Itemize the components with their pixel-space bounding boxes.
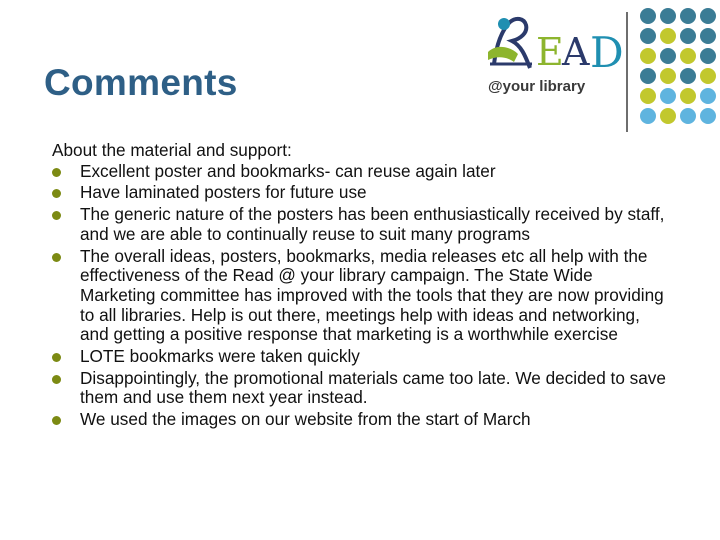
read-wordmark-graphic: [466, 8, 626, 80]
decorative-dot: [680, 8, 696, 24]
header-divider: [626, 12, 628, 132]
svg-text:A: A: [562, 30, 590, 74]
list-item: [52, 162, 672, 182]
decorative-dot: [680, 48, 696, 64]
list-item-text: The generic nature of the posters has been enthusiastically received by staff, and we are able to continually reuse to suit many programs: [80, 204, 665, 244]
slide-body: [52, 141, 672, 432]
list-item: [52, 369, 672, 408]
list-item: [52, 347, 672, 367]
bullet-icon: [52, 375, 61, 384]
logo-tagline: @your library: [488, 78, 586, 95]
list-item: [52, 410, 672, 430]
bullet-icon: [52, 416, 61, 425]
comment-list: [52, 162, 672, 430]
svg-text:D: D: [590, 28, 624, 77]
bullet-icon: [52, 211, 61, 220]
bullet-icon: [52, 168, 61, 177]
decorative-dot: [660, 48, 676, 64]
list-item: [52, 247, 672, 346]
read-at-your-library-logo: [466, 8, 626, 104]
body-heading: About the material and support:: [52, 140, 292, 160]
list-item-text: Have laminated posters for future use: [80, 182, 367, 203]
decorative-dot: [700, 108, 716, 124]
decorative-dot: [640, 108, 656, 124]
decorative-dot: [700, 48, 716, 64]
list-item-text: Disappointingly, the promotional materials came too late. We decided to save them and use them next year instead.: [80, 367, 666, 408]
list-item-text: The overall ideas, posters, bookmarks, media releases etc all help with the effectiveness of the Read @ your library campaign. The State Wide Marketing committee has improved with the tools that they are now providing to all libraries. Help is out there, meetings help with ideas and networking, and getting a positive response that marketing is a worthwhile exercise: [80, 245, 664, 345]
list-item-text: Excellent poster and bookmarks- can reuse again later: [80, 160, 496, 181]
bullet-icon: [52, 189, 61, 198]
list-item: [52, 183, 672, 203]
bullet-icon: [52, 253, 61, 262]
list-item-text: We used the images on our website from the start of March: [80, 409, 531, 430]
reader-figure-icon: [488, 18, 532, 68]
decorative-dot: [660, 68, 676, 84]
decorative-dot: [680, 108, 696, 124]
decorative-dot: [680, 88, 696, 104]
slide-title: Comments: [44, 62, 238, 103]
decorative-dot-grid: [639, 6, 719, 136]
decorative-dot: [660, 88, 676, 104]
list-item-text: LOTE bookmarks were taken quickly: [80, 346, 360, 367]
decorative-dot: [640, 8, 656, 24]
list-item: [52, 205, 672, 244]
decorative-dot: [640, 28, 656, 44]
decorative-dot: [640, 68, 656, 84]
decorative-dot: [680, 68, 696, 84]
bullet-icon: [52, 353, 61, 362]
decorative-dot: [700, 28, 716, 44]
decorative-dot: [640, 88, 656, 104]
decorative-dot: [660, 8, 676, 24]
decorative-dot: [660, 28, 676, 44]
decorative-dot: [660, 108, 676, 124]
decorative-dot: [640, 48, 656, 64]
decorative-dot: [700, 8, 716, 24]
decorative-dot: [680, 28, 696, 44]
decorative-dot: [700, 88, 716, 104]
svg-text:E: E: [536, 30, 564, 74]
decorative-dot: [700, 68, 716, 84]
